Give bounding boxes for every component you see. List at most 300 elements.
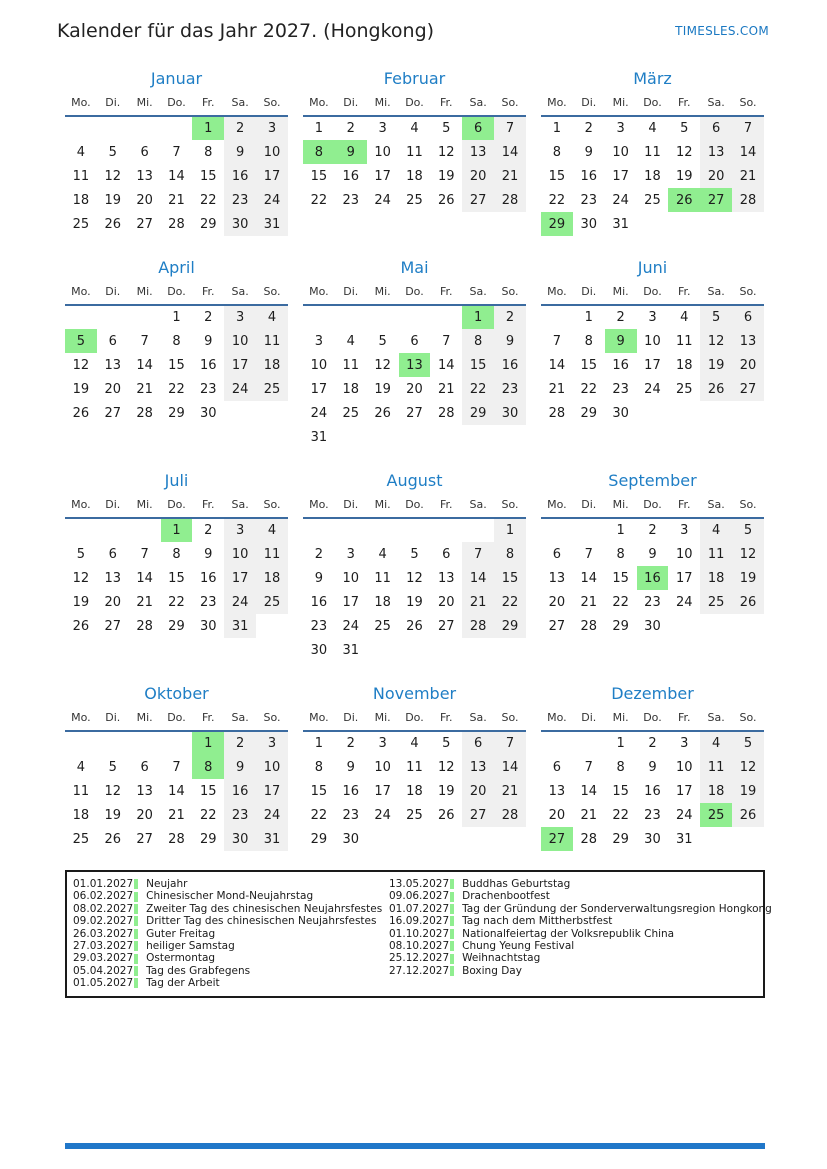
- day-cell: 13: [136, 783, 153, 799]
- day-of-week-header: Mo.: [303, 282, 335, 305]
- legend-item: [389, 878, 772, 890]
- day-cell: 1: [584, 310, 593, 325]
- day-cell: 7: [172, 144, 181, 160]
- day-cell: 18: [676, 357, 693, 373]
- day-cell: 11: [256, 329, 288, 353]
- day-cell: 17: [676, 570, 693, 586]
- day-cell: 29: [168, 405, 185, 421]
- footer-accent-bar: [65, 1143, 765, 1149]
- day-cell: 16: [342, 168, 360, 184]
- day-cell: 23: [494, 377, 526, 401]
- day-of-week-header: Fr.: [192, 282, 224, 305]
- day-cell: 5: [680, 121, 689, 136]
- empty-cell: [541, 518, 573, 542]
- holiday-color-swatch: [450, 929, 454, 939]
- month-table: [65, 93, 288, 236]
- day-cell: 28: [494, 803, 526, 827]
- empty-cell: [303, 518, 335, 542]
- day-cell: 27: [406, 405, 423, 421]
- day-cell: 17: [612, 168, 629, 184]
- day-cell: 1: [172, 310, 181, 325]
- day-cell: 15: [310, 783, 328, 799]
- day-cell: 6: [552, 546, 562, 562]
- empty-cell: [65, 305, 97, 329]
- day-cell: 11: [374, 570, 391, 586]
- day-cell: 4: [648, 121, 657, 136]
- day-cell: 19: [438, 783, 455, 799]
- day-of-week-header: Sa.: [700, 282, 732, 305]
- legend-item: [389, 915, 772, 927]
- day-cell: 9: [224, 140, 256, 164]
- day-cell: 7: [494, 731, 526, 755]
- day-cell: 7: [140, 546, 149, 562]
- day-of-week-header: Mo.: [303, 708, 335, 731]
- day-cell: 8: [616, 759, 625, 775]
- day-cell: 25: [256, 377, 288, 401]
- day-cell: 8: [584, 333, 593, 349]
- day-of-week-header: Mi.: [129, 282, 161, 305]
- legend-date: 05.04.2027: [73, 964, 134, 977]
- day-of-week-header: Do.: [161, 282, 193, 305]
- empty-cell: [399, 425, 431, 449]
- legend-label: Tag der Arbeit: [146, 977, 220, 990]
- month-table: [541, 708, 764, 851]
- day-cell: 11: [676, 333, 693, 349]
- day-cell: 5: [108, 759, 117, 775]
- month-table: [303, 495, 526, 662]
- day-of-week-header: Sa.: [224, 282, 256, 305]
- day-cell: 5: [700, 305, 732, 329]
- holiday-day-cell: 1: [192, 731, 224, 755]
- day-of-week-header: Mo.: [541, 495, 573, 518]
- day-cell: 10: [224, 329, 256, 353]
- empty-cell: [668, 212, 700, 236]
- holiday-day-cell: 25: [700, 803, 732, 827]
- day-cell: 20: [462, 164, 494, 188]
- day-cell: 20: [548, 807, 566, 823]
- day-of-week-header: Mo.: [65, 708, 97, 731]
- day-of-week-header: Mi.: [129, 708, 161, 731]
- day-cell: 11: [700, 542, 732, 566]
- day-cell: 8: [462, 329, 494, 353]
- day-cell: 13: [462, 755, 494, 779]
- day-cell: 21: [438, 381, 455, 397]
- empty-cell: [494, 425, 526, 449]
- day-cell: 20: [136, 807, 153, 823]
- day-cell: 17: [224, 353, 256, 377]
- legend-item: [73, 903, 389, 915]
- day-cell: 6: [552, 759, 562, 775]
- day-of-week-header: So.: [256, 93, 288, 116]
- day-cell: 26: [72, 618, 90, 634]
- holiday-color-swatch: [450, 892, 454, 902]
- day-cell: 18: [700, 779, 732, 803]
- legend-date: 01.10.2027: [389, 927, 450, 940]
- day-cell: 31: [256, 212, 288, 236]
- month-title: Januar: [150, 69, 203, 88]
- day-cell: 1: [616, 736, 625, 751]
- day-cell: 21: [168, 192, 185, 208]
- day-cell: 28: [494, 188, 526, 212]
- day-of-week-header: Do.: [399, 282, 431, 305]
- day-cell: 14: [580, 783, 598, 799]
- empty-cell: [129, 731, 161, 755]
- holiday-legend: [65, 870, 772, 998]
- legend-date: 01.07.2027: [389, 902, 450, 915]
- empty-cell: [732, 212, 764, 236]
- empty-cell: [367, 518, 399, 542]
- day-cell: 20: [104, 381, 122, 397]
- day-cell: 6: [462, 731, 494, 755]
- month-juni: [541, 258, 764, 425]
- empty-cell: [732, 401, 764, 425]
- day-cell: 9: [494, 329, 526, 353]
- day-cell: 21: [494, 164, 526, 188]
- day-cell: 6: [410, 333, 419, 349]
- legend-date: 27.12.2027: [389, 964, 450, 977]
- day-cell: 21: [732, 164, 764, 188]
- holiday-color-swatch: [450, 954, 454, 964]
- day-of-week-header: Mo.: [541, 282, 573, 305]
- day-cell: 16: [580, 168, 598, 184]
- month-table: [303, 93, 526, 212]
- day-cell: 6: [700, 116, 732, 140]
- day-cell: 4: [76, 759, 86, 775]
- day-cell: 9: [204, 333, 213, 349]
- day-of-week-header: Mo.: [65, 282, 97, 305]
- day-cell: 12: [374, 357, 391, 373]
- day-cell: 14: [494, 140, 526, 164]
- day-cell: 14: [136, 570, 153, 586]
- day-cell: 23: [310, 618, 328, 634]
- empty-cell: [65, 518, 97, 542]
- day-of-week-header: Mo.: [65, 93, 97, 116]
- day-cell: 4: [378, 546, 387, 562]
- day-of-week-header: Sa.: [700, 495, 732, 518]
- day-cell: 22: [168, 594, 185, 610]
- day-cell: 19: [700, 353, 732, 377]
- day-cell: 6: [732, 305, 764, 329]
- empty-cell: [573, 731, 605, 755]
- holiday-day-cell: 27: [700, 188, 732, 212]
- day-cell: 12: [438, 144, 455, 160]
- month-mai: [303, 258, 526, 449]
- day-cell: 4: [346, 333, 355, 349]
- day-of-week-header: Mi.: [367, 495, 399, 518]
- day-cell: 18: [700, 566, 732, 590]
- day-cell: 22: [580, 381, 598, 397]
- day-cell: 3: [224, 518, 256, 542]
- day-cell: 28: [580, 831, 598, 847]
- month-table: [65, 495, 288, 638]
- day-cell: 17: [224, 566, 256, 590]
- day-cell: 19: [676, 168, 693, 184]
- day-cell: 17: [256, 164, 288, 188]
- day-cell: 14: [462, 566, 494, 590]
- day-cell: 21: [580, 807, 598, 823]
- day-cell: 10: [256, 755, 288, 779]
- day-cell: 27: [104, 618, 122, 634]
- calendar-page: [57, 16, 772, 998]
- day-cell: 5: [732, 731, 764, 755]
- day-cell: 24: [676, 594, 693, 610]
- day-cell: 18: [256, 566, 288, 590]
- legend-label: Boxing Day: [462, 964, 522, 977]
- empty-cell: [430, 425, 462, 449]
- day-cell: 22: [310, 807, 328, 823]
- day-cell: 12: [438, 759, 455, 775]
- legend-date: 06.02.2027: [73, 890, 134, 903]
- day-cell: 24: [342, 618, 360, 634]
- day-cell: 4: [410, 736, 419, 751]
- day-of-week-header: Di.: [573, 708, 605, 731]
- day-cell: 11: [72, 168, 90, 184]
- day-cell: 1: [314, 736, 324, 751]
- day-cell: 16: [200, 570, 217, 586]
- day-cell: 4: [256, 305, 288, 329]
- day-of-week-header: Fr.: [430, 282, 462, 305]
- empty-cell: [399, 638, 431, 662]
- day-cell: 30: [644, 831, 661, 847]
- day-cell: 29: [310, 831, 328, 847]
- day-cell: 24: [644, 381, 661, 397]
- day-cell: 26: [438, 807, 455, 823]
- month-september: [541, 471, 764, 638]
- day-cell: 26: [406, 618, 423, 634]
- day-of-week-header: Di.: [335, 495, 367, 518]
- day-cell: 25: [374, 618, 391, 634]
- day-cell: 26: [104, 831, 122, 847]
- legend-label: Tag nach dem Mittherbstfest: [462, 915, 613, 928]
- day-cell: 21: [136, 381, 153, 397]
- month-table: [65, 282, 288, 425]
- day-cell: 8: [616, 546, 625, 562]
- day-of-week-header: Di.: [573, 282, 605, 305]
- site-link[interactable]: TIMESLES.COM: [675, 24, 769, 38]
- month-title: Dezember: [611, 684, 694, 703]
- day-cell: 12: [732, 542, 764, 566]
- day-cell: 3: [256, 116, 288, 140]
- empty-cell: [462, 518, 494, 542]
- holiday-day-cell: 1: [192, 116, 224, 140]
- empty-cell: [700, 401, 732, 425]
- day-cell: 7: [494, 116, 526, 140]
- day-of-week-header: So.: [494, 495, 526, 518]
- day-cell: 21: [168, 807, 185, 823]
- empty-cell: [573, 518, 605, 542]
- empty-cell: [65, 116, 97, 140]
- holiday-color-swatch: [134, 904, 138, 914]
- day-cell: 1: [616, 523, 625, 538]
- day-cell: 2: [648, 523, 657, 538]
- day-cell: 15: [580, 357, 598, 373]
- day-of-week-header: Fr.: [192, 93, 224, 116]
- day-cell: 26: [732, 590, 764, 614]
- day-cell: 25: [406, 192, 423, 208]
- day-cell: 11: [256, 542, 288, 566]
- day-cell: 16: [224, 779, 256, 803]
- day-cell: 27: [104, 405, 122, 421]
- day-cell: 22: [612, 594, 629, 610]
- empty-cell: [462, 425, 494, 449]
- day-cell: 20: [548, 594, 566, 610]
- day-cell: 5: [378, 333, 387, 349]
- holiday-color-swatch: [134, 966, 138, 976]
- day-of-week-header: Fr.: [192, 708, 224, 731]
- day-cell: 19: [732, 779, 764, 803]
- day-cell: 8: [172, 546, 181, 562]
- day-of-week-header: So.: [732, 708, 764, 731]
- day-cell: 23: [580, 192, 598, 208]
- day-cell: 30: [200, 618, 217, 634]
- day-cell: 12: [72, 357, 90, 373]
- day-cell: 31: [676, 831, 693, 847]
- day-of-week-header: Di.: [573, 495, 605, 518]
- month-title: Oktober: [144, 684, 209, 703]
- day-cell: 12: [732, 755, 764, 779]
- day-cell: 14: [548, 357, 566, 373]
- day-cell: 28: [168, 831, 185, 847]
- day-cell: 8: [314, 759, 324, 775]
- month-table: [303, 708, 526, 851]
- day-cell: 9: [648, 759, 657, 775]
- day-cell: 26: [732, 803, 764, 827]
- day-cell: 2: [314, 546, 324, 562]
- empty-cell: [97, 731, 129, 755]
- day-cell: 20: [406, 381, 423, 397]
- day-cell: 15: [548, 168, 566, 184]
- legend-label: Tag des Grabfegens: [146, 964, 251, 977]
- day-cell: 14: [168, 168, 185, 184]
- empty-cell: [668, 401, 700, 425]
- holiday-color-swatch: [134, 954, 138, 964]
- day-cell: 6: [442, 546, 451, 562]
- day-cell: 11: [700, 755, 732, 779]
- day-of-week-header: So.: [732, 282, 764, 305]
- month-november: [303, 684, 526, 851]
- day-cell: 25: [676, 381, 693, 397]
- day-cell: 5: [442, 121, 451, 136]
- day-of-week-header: Sa.: [462, 93, 494, 116]
- holiday-day-cell: 27: [541, 827, 573, 851]
- legend-label: Buddhas Geburtstag: [462, 878, 571, 890]
- month-title: Juni: [637, 258, 668, 277]
- legend-item: [73, 915, 389, 927]
- day-of-week-header: Sa.: [700, 708, 732, 731]
- day-of-week-header: Do.: [637, 708, 669, 731]
- day-cell: 25: [256, 590, 288, 614]
- empty-cell: [97, 305, 129, 329]
- day-cell: 2: [616, 310, 625, 325]
- day-cell: 17: [374, 783, 391, 799]
- day-cell: 19: [374, 381, 391, 397]
- day-cell: 12: [406, 570, 423, 586]
- day-cell: 27: [462, 188, 494, 212]
- day-cell: 18: [72, 192, 90, 208]
- holiday-color-swatch: [134, 978, 138, 988]
- day-cell: 14: [136, 357, 153, 373]
- day-cell: 28: [136, 618, 153, 634]
- empty-cell: [430, 638, 462, 662]
- legend-item: [73, 977, 389, 989]
- holiday-day-cell: 9: [335, 140, 367, 164]
- month-märz: [541, 69, 764, 236]
- day-cell: 4: [256, 518, 288, 542]
- day-cell: 30: [644, 618, 661, 634]
- legend-item: [389, 952, 772, 964]
- day-cell: 13: [104, 570, 122, 586]
- holiday-day-cell: 26: [668, 188, 700, 212]
- day-cell: 7: [584, 546, 593, 562]
- legend-date: 09.06.2027: [389, 890, 450, 903]
- day-cell: 26: [374, 405, 391, 421]
- day-cell: 27: [438, 618, 455, 634]
- day-cell: 5: [410, 546, 419, 562]
- day-cell: 13: [104, 357, 122, 373]
- months-grid: [65, 69, 765, 851]
- day-cell: 3: [378, 121, 387, 136]
- empty-cell: [367, 305, 399, 329]
- month-april: [65, 258, 288, 425]
- legend-label: heiliger Samstag: [146, 940, 235, 953]
- day-cell: 30: [224, 212, 256, 236]
- day-cell: 31: [256, 827, 288, 851]
- day-of-week-header: Do.: [399, 495, 431, 518]
- day-of-week-header: Sa.: [224, 495, 256, 518]
- day-cell: 18: [342, 381, 360, 397]
- month-oktober: [65, 684, 288, 851]
- day-cell: 13: [438, 570, 455, 586]
- day-of-week-header: Mi.: [605, 495, 637, 518]
- day-cell: 11: [342, 357, 360, 373]
- day-of-week-header: Sa.: [224, 708, 256, 731]
- day-cell: 30: [580, 216, 598, 232]
- day-cell: 3: [346, 546, 355, 562]
- day-cell: 26: [104, 216, 122, 232]
- day-cell: 27: [732, 377, 764, 401]
- day-cell: 11: [72, 783, 90, 799]
- day-cell: 24: [374, 192, 391, 208]
- day-cell: 30: [494, 401, 526, 425]
- holiday-color-swatch: [134, 916, 138, 926]
- day-cell: 2: [204, 523, 213, 538]
- day-cell: 27: [462, 803, 494, 827]
- empty-cell: [732, 827, 764, 851]
- legend-label: Ostermontag: [146, 952, 216, 965]
- day-of-week-header: Di.: [97, 93, 129, 116]
- day-cell: 18: [256, 353, 288, 377]
- holiday-day-cell: 1: [462, 305, 494, 329]
- day-cell: 18: [374, 594, 391, 610]
- day-of-week-header: So.: [732, 495, 764, 518]
- month-dezember: [541, 684, 764, 851]
- month-title: Februar: [383, 69, 446, 88]
- day-cell: 17: [310, 381, 328, 397]
- empty-cell: [367, 638, 399, 662]
- day-of-week-header: Mi.: [367, 708, 399, 731]
- day-of-week-header: Fr.: [668, 708, 700, 731]
- day-cell: 3: [256, 731, 288, 755]
- legend-date: 08.10.2027: [389, 940, 450, 953]
- day-cell: 5: [76, 546, 86, 562]
- day-of-week-header: Mo.: [541, 93, 573, 116]
- day-cell: 17: [374, 168, 391, 184]
- empty-cell: [224, 401, 256, 425]
- day-cell: 28: [580, 618, 598, 634]
- day-cell: 17: [676, 783, 693, 799]
- empty-cell: [129, 305, 161, 329]
- day-of-week-header: Sa.: [700, 93, 732, 116]
